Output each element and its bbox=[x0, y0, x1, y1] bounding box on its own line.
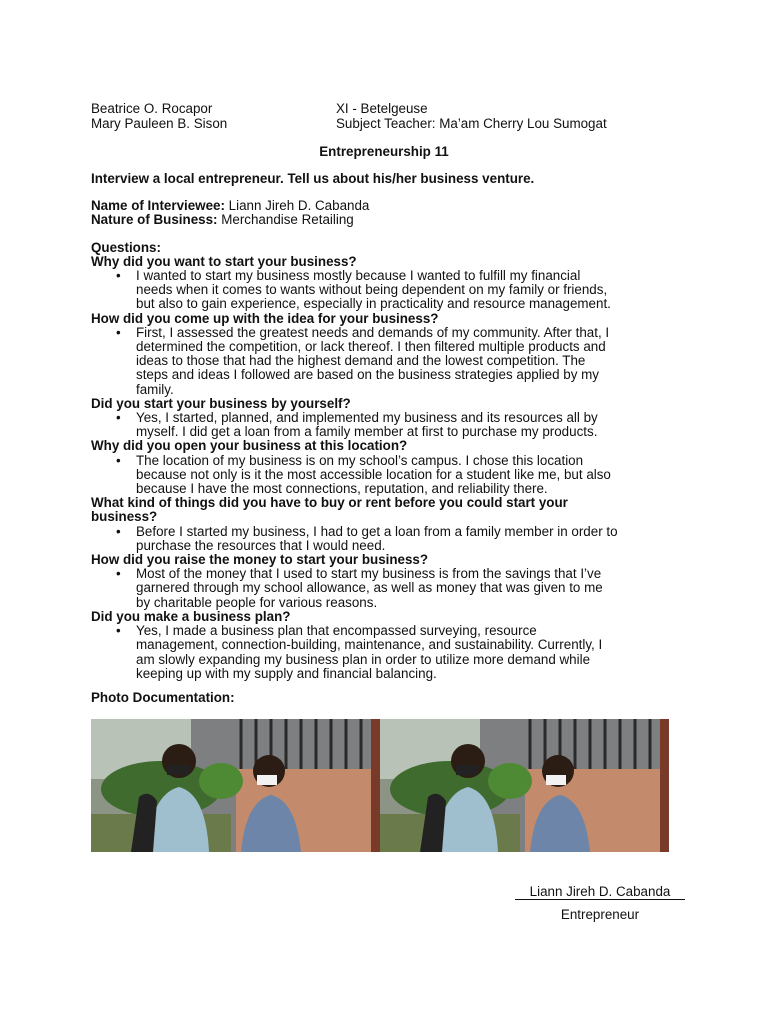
answer-line: First, I assessed the greatest needs and demands of my community. After that, I bbox=[136, 324, 610, 340]
signature-line bbox=[515, 899, 685, 900]
bullet-icon: • bbox=[116, 324, 121, 340]
answer-line: management, connection-building, maintenance, and sustainability. Currently, I bbox=[136, 637, 603, 653]
answer-line: needs when it comes to wants without being dependent on my family or friends, bbox=[136, 282, 608, 298]
business-line bbox=[91, 213, 691, 227]
subject-teacher: Subject Teacher: Ma’am Cherry Lou Sumogat bbox=[336, 116, 607, 131]
answer-line: am slowly expanding my business plan in order to utilize more demand while bbox=[136, 651, 591, 667]
qa-list bbox=[91, 255, 691, 681]
question-text: Why did you open your business at this location? bbox=[91, 438, 408, 454]
answer-line: purchase the resources that I would need. bbox=[136, 537, 386, 553]
answer-item bbox=[91, 411, 691, 439]
document-title: Entrepreneurship 11 bbox=[319, 144, 449, 159]
question-text: Did you start your business by yourself? bbox=[91, 395, 351, 411]
business-label: Nature of Business: bbox=[91, 212, 218, 228]
answer-line: ideas to those that had the highest demand and the lowest competition. The bbox=[136, 353, 586, 369]
signature-role: Entrepreneur bbox=[560, 907, 640, 922]
answer-item bbox=[91, 454, 691, 497]
signature-name: Liann Jireh D. Cabanda bbox=[529, 884, 671, 899]
questions-heading: Questions: bbox=[91, 239, 161, 255]
question-text: Why did you want to start your business? bbox=[91, 253, 357, 269]
photo-heading: Photo Documentation: bbox=[91, 690, 235, 705]
answer-line: steps and ideas I followed are based on the business strategies applied by my bbox=[136, 367, 600, 383]
answer-line: determined the competition, or lack thereof. I then filtered multiple products and bbox=[136, 339, 606, 355]
answer-item bbox=[91, 269, 691, 312]
interviewee-line bbox=[91, 199, 691, 213]
answer-line: I wanted to start my business mostly because I wanted to fulfill my financial bbox=[136, 268, 581, 284]
bullet-icon: • bbox=[116, 566, 121, 582]
interviewee-value: Liann Jireh D. Cabanda bbox=[224, 198, 370, 214]
answer-line: keeping up with my supply and financial balancing. bbox=[136, 665, 437, 681]
answer-line: garnered through my school allowance, as well as money that was given to me bbox=[136, 580, 603, 596]
student-name-2: Mary Pauleen B. Sison bbox=[91, 116, 228, 131]
answer-line: Yes, I made a business plan that encompassed surveying, resource bbox=[136, 623, 537, 639]
answer-line: family. bbox=[136, 381, 174, 397]
section-name: XI - Betelgeuse bbox=[336, 101, 428, 116]
question-text: What kind of things did you have to buy or rent before you could start your bbox=[91, 495, 568, 511]
bullet-icon: • bbox=[116, 268, 121, 284]
answer-line: because I have the most connections, reputation, and reliability there. bbox=[136, 481, 548, 497]
answer-item bbox=[91, 567, 691, 610]
question-text: How did you come up with the idea for your business? bbox=[91, 310, 439, 326]
answer-line: because not only is it the most accessible location for a student like me, but also bbox=[136, 466, 611, 482]
answer-line: Most of the money that I used to start my business is from the savings that I’ve bbox=[136, 566, 602, 582]
prompt-text: Interview a local entrepreneur. Tell us about his/her business venture. bbox=[91, 171, 535, 186]
answer-line: by charitable people for various reasons. bbox=[136, 594, 378, 610]
interview-photo-2 bbox=[380, 719, 669, 852]
answer-item bbox=[91, 525, 691, 553]
question-text: business? bbox=[91, 509, 158, 525]
answer-line: but also to gain experience, especially in practicality and resource management. bbox=[136, 296, 611, 312]
bullet-icon: • bbox=[116, 623, 121, 639]
business-value: Merchandise Retailing bbox=[217, 212, 354, 228]
question-text: Did you make a business plan? bbox=[91, 608, 291, 624]
answer-line: Yes, I started, planned, and implemented my business and its resources all by bbox=[136, 410, 598, 426]
answer-line: The location of my business is on my school’s campus. I chose this location bbox=[136, 452, 584, 468]
answer-line: Before I started my business, I had to get a loan from a family member in order to bbox=[136, 523, 618, 539]
interviewee-label: Name of Interviewee: bbox=[91, 198, 225, 214]
answer-item bbox=[91, 624, 691, 681]
answer-item bbox=[91, 326, 691, 397]
photo-documentation bbox=[91, 719, 670, 852]
interview-body bbox=[91, 172, 691, 681]
student-name-1: Beatrice O. Rocapor bbox=[91, 101, 213, 116]
interview-photo-1 bbox=[91, 719, 380, 852]
bullet-icon: • bbox=[116, 452, 121, 468]
bullet-icon: • bbox=[116, 523, 121, 539]
bullet-icon: • bbox=[116, 410, 121, 426]
answer-line: myself. I did get a loan from a family member at first to purchase my products. bbox=[136, 424, 598, 440]
question-text: How did you raise the money to start your business? bbox=[91, 552, 429, 568]
